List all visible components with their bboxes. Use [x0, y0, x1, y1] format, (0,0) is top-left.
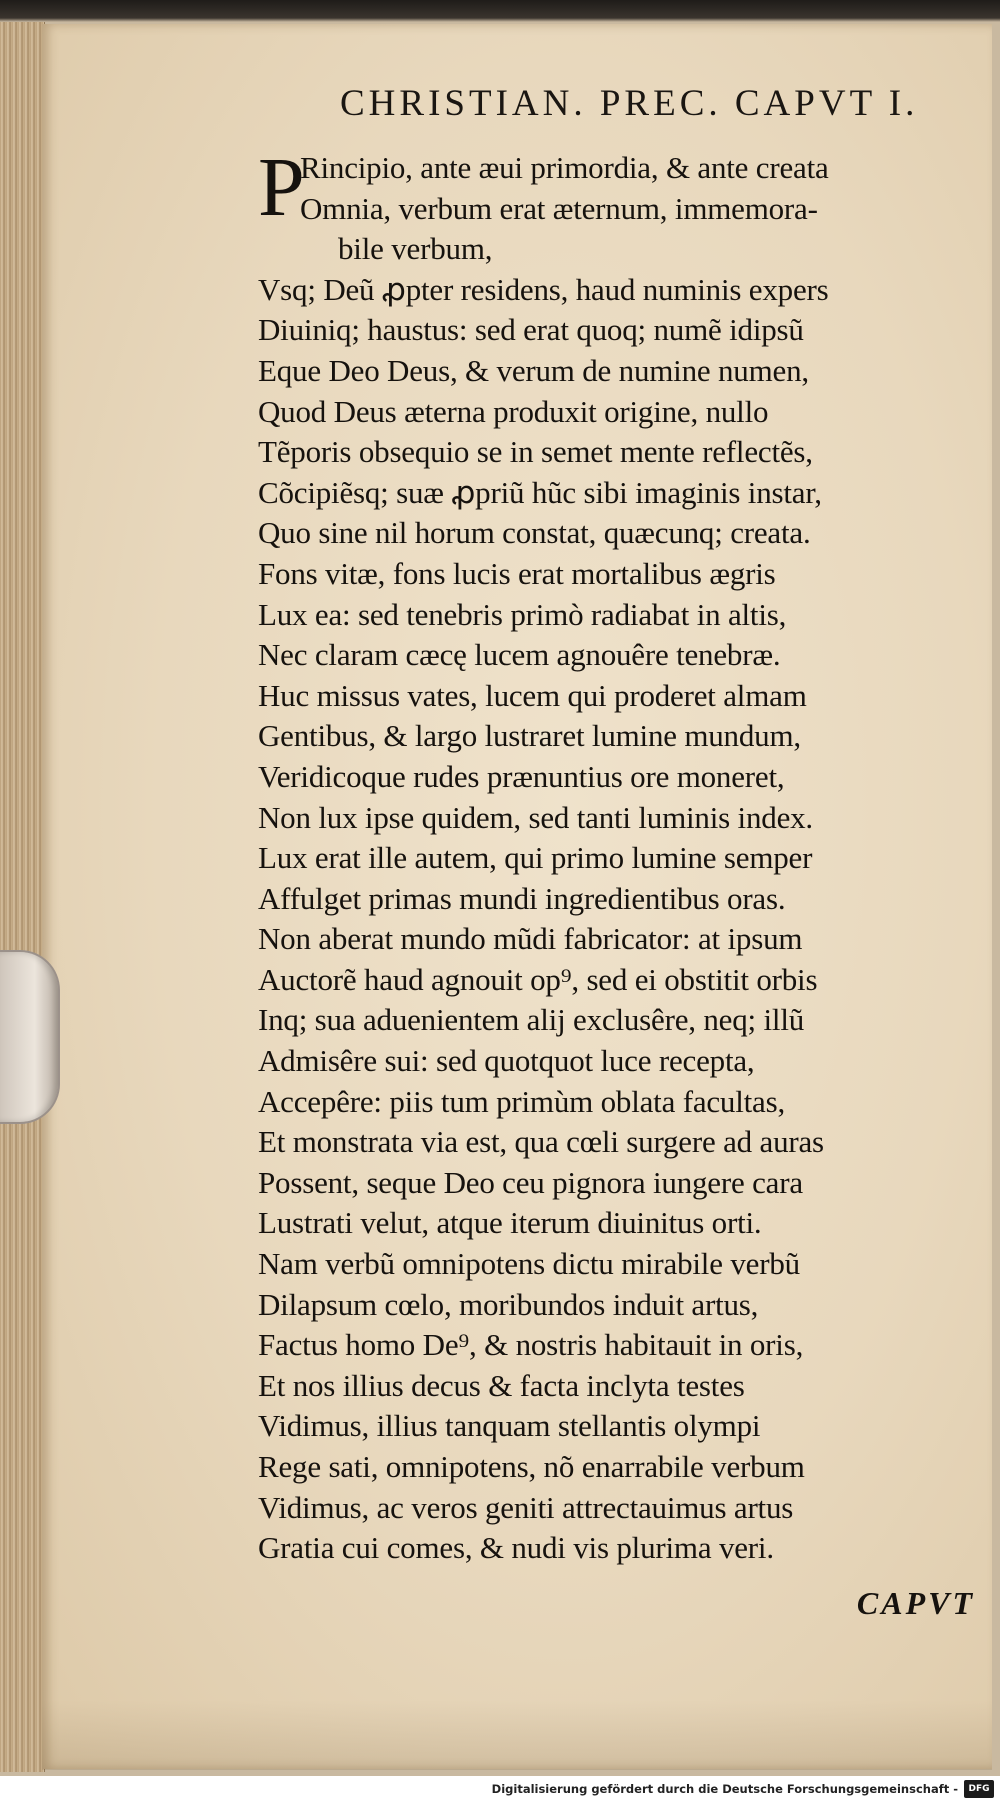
verse-line: Tẽporis obsequio se in semet mente reflectẽs, [258, 434, 813, 470]
verse-line: bile verbum, [338, 231, 493, 267]
page-clip [0, 950, 60, 1124]
verse-line: Nam verbũ omnipotens dictu mirabile verbũ [258, 1246, 800, 1282]
dfg-logo-icon: DFG [964, 1780, 994, 1798]
verse-line: Omnia, verbum erat æternum, immemora- [300, 190, 818, 226]
verse-line: Vsq; Deũ ꝓpter residens, haud numinis expers [258, 271, 829, 307]
verse-line: Veridicoque rudes prænuntius ore moneret, [258, 758, 785, 794]
verse-line: Lux ea: sed tenebris primò radiabat in altis, [258, 596, 787, 632]
verse-line: Huc missus vates, lucem qui proderet almam [258, 677, 807, 713]
verse-line: Et nos illius decus & facta inclyta testes [258, 1367, 745, 1403]
verse-line: Accepêre: piis tum primùm oblata facultas, [258, 1083, 786, 1119]
verse-line: Auctorẽ haud agnouit op⁹, sed ei obstitit orbis [258, 961, 818, 997]
verse-line: Factus homo De⁹, & nostris habitauit in oris, [258, 1327, 804, 1363]
verse-line: Dilapsum cœlo, moribundos induit artus, [258, 1286, 759, 1322]
page-shadow [42, 1700, 992, 1770]
drop-cap: P [258, 141, 305, 234]
verse-line: Vidimus, ac veros geniti attrectauimus artus [258, 1489, 794, 1525]
verse-line: Rincipio, ante æui primordia, & ante creata [300, 150, 829, 185]
verse-line: Cõcipiẽsq; suæ ꝓpriũ hũc sibi imaginis instar, [258, 474, 822, 510]
verse-line: Nec claram cæcę lucem agnouêre tenebræ. [258, 637, 781, 673]
verse-line: Gentibus, & largo lustraret lumine mundum, [258, 718, 801, 754]
page-edge-binding [0, 22, 45, 1772]
verse-line: Diuiniq; haustus: sed erat quoq; numẽ idipsũ [258, 312, 804, 348]
verse-line: Fons vitæ, fons lucis erat mortalibus ægris [258, 555, 776, 591]
verse-line: Affulget primas mundi ingredientibus oras. [258, 880, 786, 916]
verse-line: Admisêre sui: sed quotquot luce recepta, [258, 1043, 755, 1079]
verse-line: Lustrati velut, atque iterum diuinitus orti. [258, 1205, 762, 1241]
verse-line: Inq; sua aduenientem alij exclusêre, neq; illũ [258, 1002, 805, 1038]
verse-line: Non aberat mundo mũdi fabricator: at ipsum [258, 921, 803, 957]
verse-line: Et monstrata via est, qua cœli surgere ad auras [258, 1124, 824, 1160]
running-head: CHRISTIAN. PREC. CAPVT I. [340, 83, 919, 124]
verse-line: Quo sine nil horum constat, quæcunq; creata. [258, 515, 811, 551]
verse-line: Gratia cui comes, & nudi vis plurima veri. [258, 1530, 774, 1566]
catchword: CAPVT [856, 1585, 975, 1621]
verse-line: Quod Deus æterna produxit origine, nullo [258, 393, 769, 429]
footer-credit: Digitalisierung gefördert durch die Deutsche Forschungsgemeinschaft - [491, 1782, 958, 1796]
verse-line: Lux erat ille autem, qui primo lumine semper [258, 840, 813, 876]
verse-line: Possent, seque Deo ceu pignora iungere cara [258, 1164, 803, 1200]
verse-text [258, 141, 978, 1588]
verse-line: Vidimus, illius tanquam stellantis olympi [258, 1408, 761, 1444]
verse-line: Eque Deo Deus, & verum de numine numen, [258, 352, 809, 388]
verse-line: Non lux ipse quidem, sed tanti luminis index. [258, 799, 813, 835]
verse-line: Rege sati, omnipotens, nõ enarrabile verbum [258, 1449, 805, 1484]
